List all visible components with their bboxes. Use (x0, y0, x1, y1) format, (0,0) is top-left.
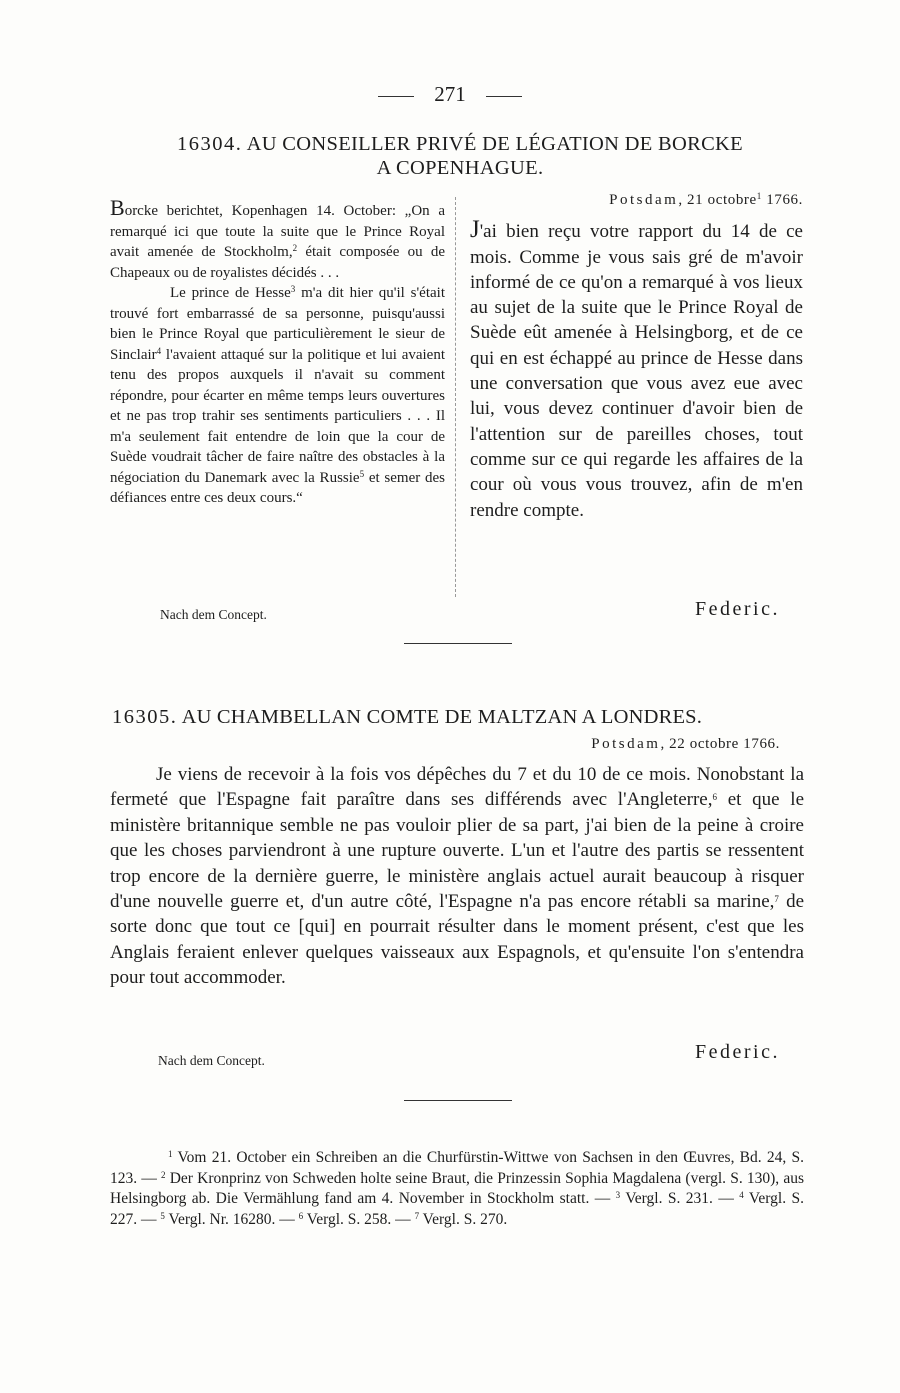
letter2-number: 16305. (112, 706, 178, 728)
footnote-2: Der Kronprinz von Schweden holte seine Braut, die Prinzessin Sophia Magdalena (vergl. S. 130), aus Helsingborg ab. Die Vermählung fand am 4. November in Stockholm statt. — (110, 1169, 805, 1207)
summary-initial: B (110, 195, 125, 220)
footnote-ref-3: 3 (290, 284, 296, 294)
page-number-dash-right (486, 96, 522, 97)
footnote-num-5: 5 (160, 1210, 165, 1221)
letter1-heading (110, 132, 810, 180)
letter1-number: 16304. (177, 133, 243, 155)
page-number-dash-left (378, 96, 414, 97)
letter1-date-year: 1766. (766, 192, 803, 208)
summary-p2a: Le prince de Hesse (170, 285, 291, 301)
letter1-summary (110, 195, 446, 509)
page-number: 271 (434, 82, 466, 106)
footnotes (110, 1148, 804, 1230)
footnote-num-1: 1 (168, 1149, 173, 1159)
footnote-num-4: 4 (739, 1190, 744, 1200)
letter2-body-a: Je viens de recevoir à la fois vos dépêches du 7 et du 10 de ce mois. Nonobstant la fermeté que l'Espagne fait paraître dans ses différends avec l'Angleterre, (110, 764, 804, 811)
footnote-7: Vergl. S. 270. (422, 1210, 508, 1228)
letter1-place: Potsdam (609, 192, 679, 208)
letter1-body: 'ai bien reçu votre rapport du 14 de ce mois. Comme je vous sais gré de m'avoir informé de ce qu'on a remarqué à vos lieux au sujet de la suite que le Prince Royal de Suède eût amenée à Helsingborg, et de ce qui en est échappé au prince de Hesse dans une conversation que vous avez eue avec lui, vous devez continuer d'avoir bien de l'attention sur de pareilles choses, tout comme sur ce qui regarde les affaires de la cour où vous vous trouvez, afin de m'en rendre compte. (470, 221, 803, 521)
summary-p1: orcke berichtet, Kopenhagen 14. October: „On a remarqué ici que toute la suite que le Prince Royal avait amenée de Stockholm, (110, 203, 445, 260)
footnote-4: Vergl. S. 227. — (110, 1190, 805, 1228)
footnote-ref-1: 1 (756, 191, 762, 201)
letter2-date (500, 736, 780, 753)
footnote-num-6: 6 (298, 1210, 304, 1221)
letter1-date-rest: , 21 octobre (678, 192, 757, 208)
footnote-ref-5: 5 (359, 468, 365, 479)
letter2-signature: Federic. (695, 1041, 780, 1063)
footnote-1: Vom 21. October ein Schreiben an die Churfürstin-Wittwe von Sachsen in den Œuvres, Bd. 24, S. 123. — (110, 1149, 804, 1187)
letter1-signature: Federic. (695, 598, 780, 620)
section-divider-1 (404, 643, 512, 644)
footnote-num-7: 7 (414, 1210, 420, 1221)
column-divider (455, 197, 456, 597)
letter1-heading-line2: A COPENHAGUE. (376, 157, 544, 179)
letter1-date (470, 188, 803, 213)
summary-p2d: et semer des défiances entre ces deux cours.“ (110, 469, 446, 506)
footnote-6: Vergl. S. 258. — (306, 1210, 411, 1228)
letter1-initial: J (470, 216, 480, 244)
footnote-num-3: 3 (615, 1190, 621, 1200)
letter2-text (110, 762, 804, 991)
letter2-place: Potsdam (591, 736, 661, 752)
letter2-body-c: de sorte donc que tout ce [qui] en pourrait résulter dans le moment présent, c'est que les Anglais feraient enlever quelques vaisseaux aux Espagnols, et qu'ensuite l'on s'entendra pour tout accommoder. (110, 891, 805, 989)
summary-p2c: l'avaient attaqué sur la politique et lui avaient tenu des propos auxquels il n'avait su comment répondre, pour écarter en même temps leurs ouvertures et ne pas trop trahir ses sentiments particuliers . . . Il m'a seulement fait entendre de loin que la cour de Suède voudrait tâcher de faire naître des obstacles à la négociation du Danemark avec la Russie (110, 346, 446, 486)
footnote-5: Vergl. Nr. 16280. — (168, 1210, 295, 1228)
footnote-ref-6: 6 (712, 792, 717, 803)
footnote-ref-7: 7 (774, 894, 779, 905)
page-number-line (0, 82, 900, 107)
letter2-date-rest: , 22 octobre 1766. (660, 736, 780, 752)
section-divider-2 (404, 1100, 512, 1101)
footnote-ref-2: 2 (292, 243, 298, 253)
summary-p1b: était composée ou de Chapeaux ou de royalistes décidés . . . (110, 244, 445, 281)
footnote-num-2: 2 (161, 1169, 166, 1180)
letter2-source: Nach dem Concept. (158, 1053, 265, 1068)
footnote-ref-4: 4 (156, 345, 162, 356)
letter1-heading-line1: AU CONSEILLER PRIVÉ DE LÉGATION DE BORCKE (246, 133, 743, 155)
summary-p2b: m'a dit hier qu'il s'était trouvé fort embarrassé de sa personne, puisqu'aussi bien le Prince Royal que particulièrement le sieur de Sinclair (110, 285, 445, 363)
letter1-source: Nach dem Concept. (160, 607, 267, 622)
letter2-heading-text: AU CHAMBELLAN COMTE DE MALTZAN A LONDRES. (181, 706, 703, 728)
letter2-body-b: et que le ministère britannique semble ne pas vouloir plier de sa part, j'ai bien de la peine à croire que les choses parviendront à une rupture ouverte. L'un et l'autre des partis se ressentent trop encore de la dernière guerre, le ministère anglais actuel aurait beaucoup à risquer d'une nouvelle guerre et, d'un autre côté, l'Espagne n'a pas encore rétabli sa marine, (110, 789, 805, 913)
letter2-heading (112, 706, 812, 729)
letter1-text (470, 188, 803, 523)
footnote-3: Vergl. S. 231. — (625, 1190, 734, 1207)
